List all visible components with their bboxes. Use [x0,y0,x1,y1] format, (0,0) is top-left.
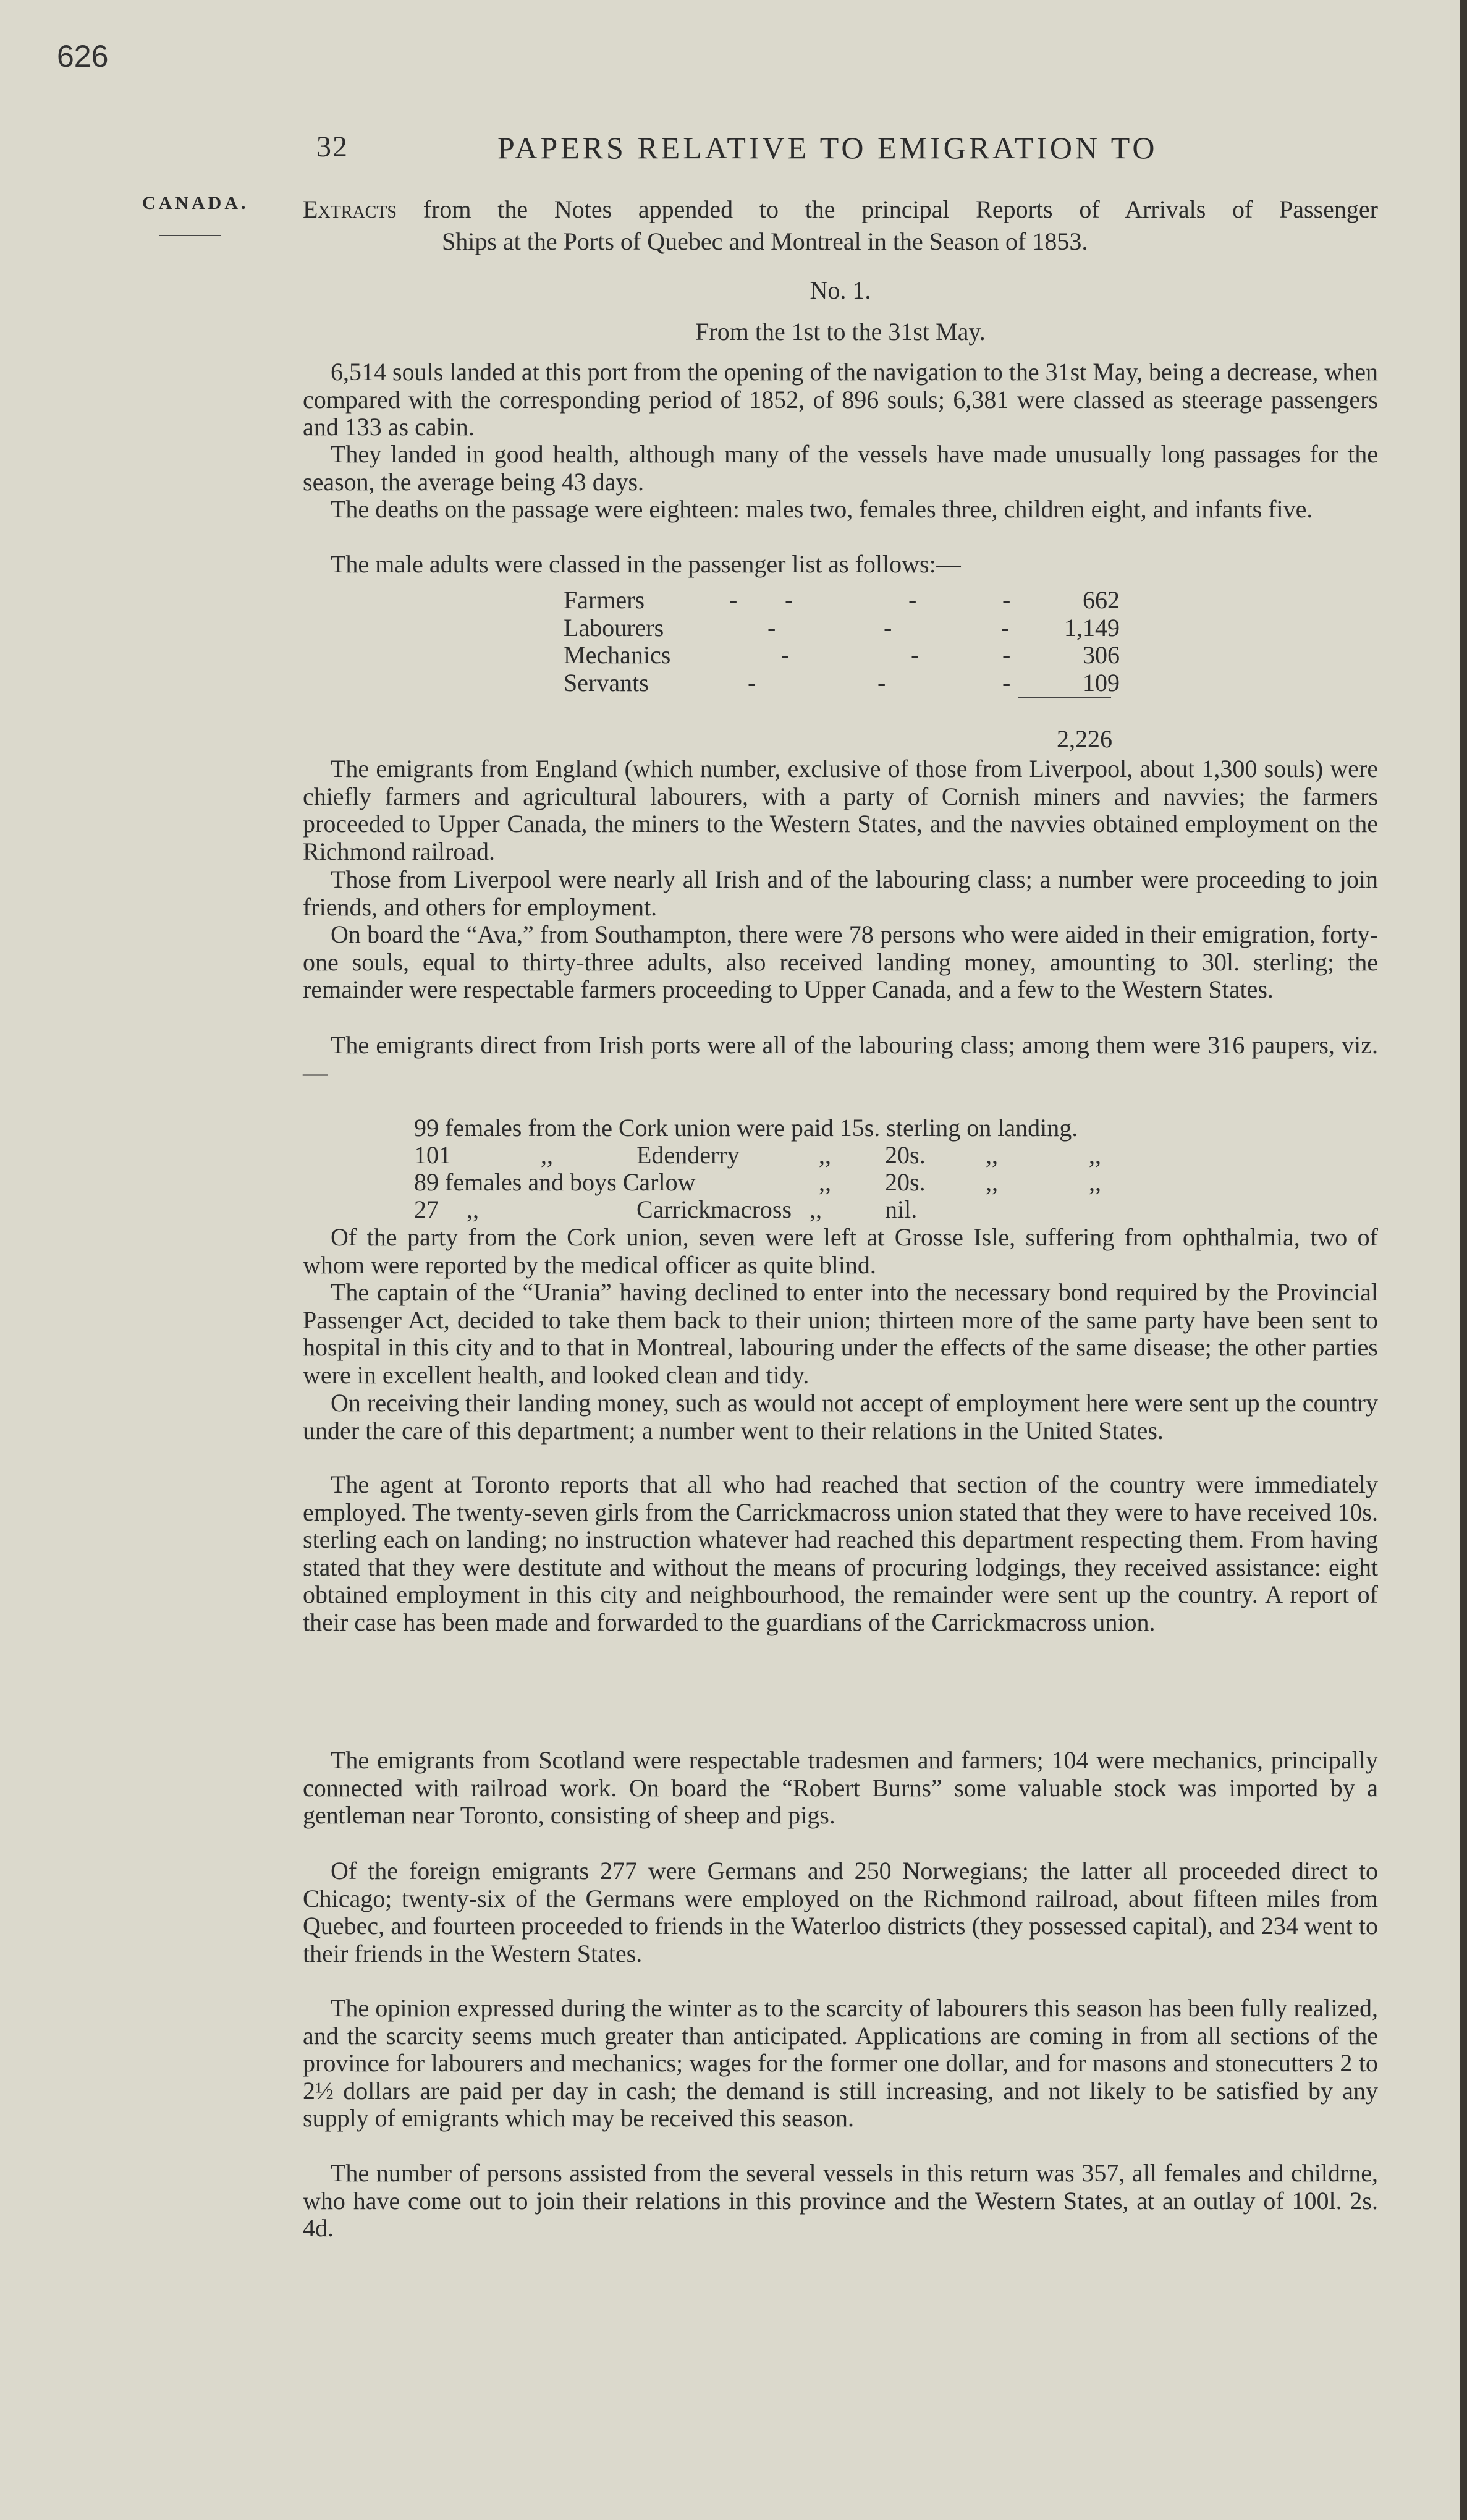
table-row [564,613,1120,641]
paragraph: On receiving their landing money, such as would not accept of employment here were sent up the country under the care of this department; a number went to their relations in the United States. [303,1389,1378,1445]
dash-leader: - [911,641,920,669]
dash-leader: - [908,586,917,614]
ditto-mark: ,, [819,1168,831,1196]
pauper-union: Edenderry [636,1141,740,1169]
dash-leader: - [748,668,756,697]
dash-leader: - [877,668,886,697]
occupation-name: Farmers [564,586,645,614]
paragraph: The captain of the “Urania” having declined to enter into the necessary bond required by the Provincial Passenger Act, decided to take them back to their union; thirteen more of the same party have been sent to hospital in this city and to that in Montreal, labouring under the effects of the same disease; the other parties were in excellent health, and looked clean and tidy. [303,1278,1378,1389]
page-number: 626 [57,39,109,74]
occupation-name: Mechanics [564,641,671,669]
pauper-count: 101 [414,1141,451,1169]
pauper-entry: 99 females from the Cork union were paid 15s. sterling on landing. [414,1114,1078,1142]
pauper-row [414,1140,1279,1168]
title-line-1 [303,193,1378,226]
occupation-total: 2,226 [1057,725,1112,753]
occupation-count: 109 [1083,668,1120,697]
occupation-name: Labourers [564,613,664,642]
page-edge-shadow [1460,0,1467,2520]
paragraph: The deaths on the passage were eighteen: males two, females three, children eight, and infants five. [331,495,1313,523]
paragraph: The opinion expressed during the winter as to the scarcity of labourers this season has been fully realized, and the scarcity seems much greater than anticipated. Applications are coming in from all sections of the province for labourers and mechanics; wages for the former one dollar, and for masons and stonecutters 2 to 2½ dollars are paid per day in cash; the demand is still increasing, and not likely to be satisfied by any supply of emigrants which may be received this season. [303,1994,1378,2132]
paragraph: The emigrants from Scotland were respectable tradesmen and farmers; 104 were mechanics, principally connected with railroad work. On board the “Robert Burns” some valuable stock was imported by a gentleman near Toronto, consisting of sheep and pigs. [303,1746,1378,1830]
pauper-row [414,1195,1279,1222]
paragraph: 6,514 souls landed at this port from the opening of the navigation to the 31st May, being a decrease, when compared with the corresponding period of 1852, of 896 souls; 6,381 were classed as steerage passengers and 133 as cabin. [303,358,1378,441]
title-line-2: Ships at the Ports of Quebec and Montreal in the Season of 1853. [442,227,1088,255]
ditto-mark: ,, [986,1168,998,1196]
title-lead: Extracts [303,195,397,223]
occupation-name: Servants [564,668,649,697]
paragraph: Of the party from the Cork union, seven were left at Grosse Isle, suffering from ophthalmia, two of whom were reported by the medical officer as quite blind. [303,1223,1378,1279]
paragraph: The emigrants direct from Irish ports were all of the labouring class; among them were 316 paupers, viz.— [303,1031,1378,1087]
paragraph: Of the foreign emigrants 277 were Germans and 250 Norwegians; the latter all proceeded direct to Chicago; twenty-six of the Germans were employed on the Richmond railroad, about fifteen miles from Quebec, and fourteen proceeded to friends in the Waterloo districts (they possessed capital), and 234 went to their friends in the Western States. [303,1857,1378,1967]
dash-leader: - [729,586,738,614]
dash-leader: - [1002,641,1011,669]
dash-leader: - [1002,586,1011,614]
pauper-count: 27 [414,1195,439,1223]
occupation-table [564,585,1120,695]
paragraph: On board the “Ava,” from Southampton, there were 78 persons who were aided in their emigration, forty-one souls, equal to thirty-three adults, also received landing money, amounting to 30l. sterling; the remainder were respectable farmers proceeding to Upper Canada, and a few to the Western States. [303,920,1378,1004]
table-row [564,640,1120,668]
document-title [303,193,1378,258]
pauper-row [414,1113,1279,1140]
dash-leader: - [1002,668,1011,697]
folio: 32 [316,130,349,163]
dash-leader: - [767,613,776,642]
pauper-amount: 20s. [885,1168,926,1196]
table-row [564,585,1120,613]
ditto-mark: ,, [1089,1141,1101,1169]
dash-leader: - [781,641,790,669]
paragraph: Those from Liverpool were nearly all Irish and of the labouring class; a number were proceeding to join friends, and others for employment. [303,865,1378,921]
paragraph: The male adults were classed in the passenger list as follows:— [331,550,961,578]
ditto-mark: ,, [986,1141,998,1169]
title-line-1-rest: from the Notes appended to the principal Reports of Arrivals of Passenger [397,195,1378,223]
margin-note: CANADA. [142,193,249,213]
ditto-mark: ,, [819,1141,831,1169]
occupation-count: 306 [1083,641,1120,669]
ditto-mark: ,, [810,1195,822,1223]
paragraph: The agent at Toronto reports that all who had reached that section of the country were immediately employed. The twenty-seven girls from the Carrickmacross union stated that they were to have received 10s. sterling each on landing; no instruction whatever had reached this department respecting them. From having stated that they were destitute and without the means of procuring lodgings, they received assistance: eight obtained employment in this city and neighbourhood, the remainder were sent up the country. A report of their case has been made and forwarded to the guardians of the Carrickmacross union. [303,1470,1378,1636]
paragraph: The emigrants from England (which number, exclusive of those from Liverpool, about 1,300 souls) were chiefly farmers and agricultural labourers, with a party of Cornish miners and navvies; the farmers proceeded to Upper Canada, the miners to the Western States, and the navvies obtained employment on the Richmond railroad. [303,755,1378,865]
dash-leader: - [1001,613,1010,642]
running-head: PAPERS RELATIVE TO EMIGRATION TO [497,130,1158,165]
ditto-mark: ,, [541,1141,553,1169]
table-row [564,668,1120,696]
pauper-amount: nil. [885,1195,918,1223]
pauper-amount: 20s. [885,1141,926,1169]
section-heading: No. 1. [810,276,871,304]
ditto-mark: ,, [467,1195,479,1223]
dash-leader: - [884,613,892,642]
paragraph: The number of persons assisted from the several vessels in this return was 357, all females and childrne, who have come out to join their relations in this province and the Western States, at an outlay of 100l. 2s. 4d. [303,2159,1378,2242]
dash-leader: - [785,586,793,614]
date-range: From the 1st to the 31st May. [695,318,986,346]
margin-rule [159,235,221,236]
total-rule [1018,697,1111,698]
ditto-mark: ,, [1089,1168,1101,1196]
pauper-count: 89 females and boys Carlow [414,1168,696,1196]
occupation-count: 662 [1083,586,1120,614]
pauper-row [414,1168,1279,1195]
pauper-union: Carrickmacross [636,1195,792,1223]
paragraph: They landed in good health, although many of the vessels have made unusually long passages for the season, the average being 43 days. [303,440,1378,496]
occupation-count: 1,149 [1064,613,1120,642]
